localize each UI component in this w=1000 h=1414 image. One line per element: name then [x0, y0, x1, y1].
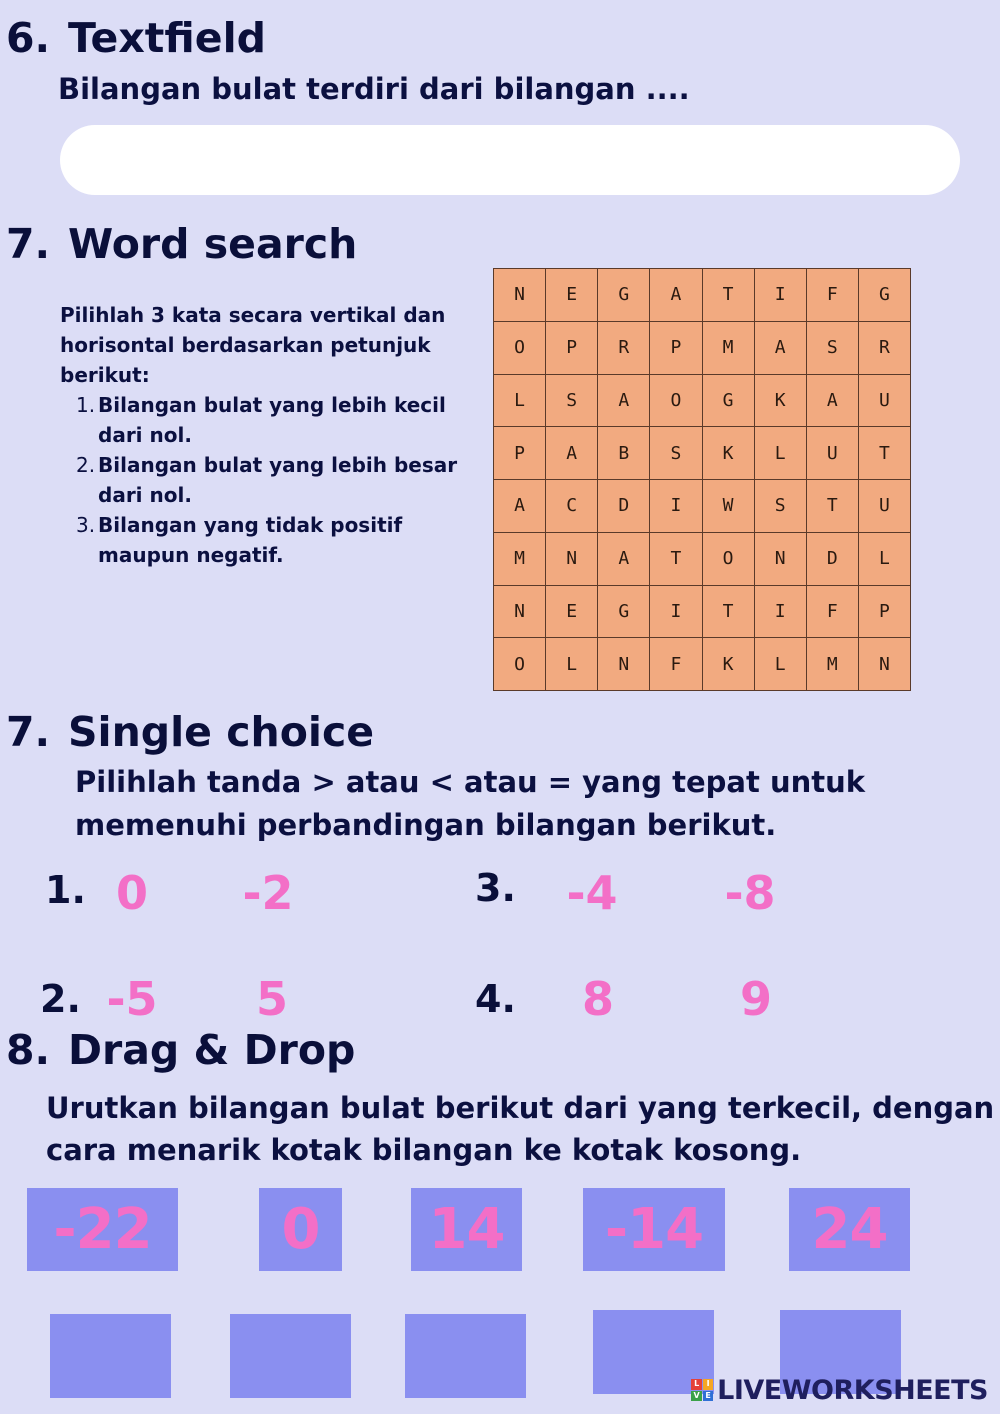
- section7a-title: Word search: [68, 220, 358, 268]
- section6-question: Bilangan bulat terdiri dari bilangan ....: [58, 72, 690, 106]
- grid-cell[interactable]: G: [598, 269, 650, 322]
- grid-cell[interactable]: N: [546, 533, 598, 586]
- grid-cell[interactable]: A: [755, 322, 807, 375]
- grid-cell[interactable]: B: [598, 427, 650, 480]
- grid-cell[interactable]: L: [494, 375, 546, 428]
- logo-letter: V: [691, 1391, 702, 1402]
- hint-item: [76, 450, 481, 510]
- grid-cell[interactable]: O: [703, 533, 755, 586]
- draggable-number-tile[interactable]: 0: [259, 1188, 342, 1271]
- grid-cell[interactable]: R: [598, 322, 650, 375]
- pair-left-value: 0: [115, 866, 148, 920]
- hint-number: 3.: [76, 513, 96, 537]
- pair-right-value: 5: [255, 972, 288, 1026]
- grid-cell[interactable]: W: [703, 480, 755, 533]
- grid-cell[interactable]: P: [546, 322, 598, 375]
- grid-cell[interactable]: L: [755, 638, 807, 691]
- section7b-title: Single choice: [68, 708, 375, 756]
- grid-cell[interactable]: D: [807, 533, 859, 586]
- grid-cell[interactable]: K: [755, 375, 807, 428]
- grid-cell[interactable]: T: [859, 427, 911, 480]
- grid-cell[interactable]: N: [494, 269, 546, 322]
- grid-cell[interactable]: L: [755, 427, 807, 480]
- answer-textfield[interactable]: [60, 125, 960, 195]
- section7a-heading: [6, 220, 358, 268]
- grid-cell[interactable]: A: [494, 480, 546, 533]
- liveworksheets-logo-icon: [691, 1379, 713, 1401]
- draggable-number-tile[interactable]: -22: [27, 1188, 178, 1271]
- grid-cell[interactable]: G: [859, 269, 911, 322]
- grid-cell[interactable]: E: [546, 269, 598, 322]
- grid-cell[interactable]: A: [650, 269, 702, 322]
- draggable-number-tile[interactable]: 24: [789, 1188, 910, 1271]
- grid-cell[interactable]: U: [859, 480, 911, 533]
- hint-item: [76, 390, 481, 450]
- pair-number: 1.: [45, 868, 86, 912]
- section7b-heading: [6, 708, 375, 756]
- drop-zone-1[interactable]: [50, 1314, 171, 1398]
- hint-number: 2.: [76, 453, 96, 477]
- section8-number: 8.: [6, 1026, 51, 1074]
- grid-cell[interactable]: M: [807, 638, 859, 691]
- grid-cell[interactable]: T: [703, 269, 755, 322]
- word-search-instructions: Pilihlah 3 kata secara vertikal dan horisontal berdasarkan petunjuk berikut:: [60, 303, 446, 387]
- grid-cell[interactable]: A: [807, 375, 859, 428]
- grid-cell[interactable]: T: [807, 480, 859, 533]
- pair-4-choice-slot[interactable]: [650, 972, 702, 1024]
- pair-right-value: -8: [724, 866, 776, 920]
- grid-cell[interactable]: L: [859, 533, 911, 586]
- section8-heading: [6, 1026, 356, 1074]
- grid-cell[interactable]: A: [546, 427, 598, 480]
- grid-cell[interactable]: D: [598, 480, 650, 533]
- hint-text: Bilangan bulat yang lebih besar dari nol.: [98, 453, 458, 507]
- grid-cell[interactable]: N: [755, 533, 807, 586]
- hint-number: 1.: [76, 393, 96, 417]
- pair-2-choice-slot[interactable]: [176, 972, 228, 1024]
- grid-cell[interactable]: M: [703, 322, 755, 375]
- grid-cell[interactable]: G: [703, 375, 755, 428]
- grid-cell[interactable]: R: [859, 322, 911, 375]
- section7b-question-line2: memenuhi perbandingan bilangan berikut.: [75, 808, 777, 842]
- grid-cell[interactable]: O: [650, 375, 702, 428]
- grid-cell[interactable]: L: [546, 638, 598, 691]
- grid-cell[interactable]: S: [546, 375, 598, 428]
- grid-cell[interactable]: S: [650, 427, 702, 480]
- brand-wordmark: LIVEWORKSHEETS: [717, 1374, 988, 1406]
- grid-cell[interactable]: E: [546, 586, 598, 639]
- grid-cell[interactable]: F: [650, 638, 702, 691]
- grid-cell[interactable]: T: [703, 586, 755, 639]
- pair-number: 4.: [475, 977, 516, 1021]
- hint-text: Bilangan bulat yang lebih kecil dari nol.: [98, 393, 446, 447]
- grid-cell[interactable]: I: [650, 480, 702, 533]
- hint-item: [76, 510, 481, 570]
- pair-right-value: 9: [739, 972, 772, 1026]
- logo-letter: L: [691, 1379, 702, 1390]
- grid-cell[interactable]: O: [494, 638, 546, 691]
- grid-cell[interactable]: N: [859, 638, 911, 691]
- section6-heading: [6, 14, 266, 62]
- section7a-number: 7.: [6, 220, 51, 268]
- drop-zone-2[interactable]: [230, 1314, 351, 1398]
- section6-title: Textfield: [68, 14, 266, 62]
- logo-letter: E: [703, 1391, 714, 1402]
- pair-3-choice-slot[interactable]: [645, 866, 697, 918]
- liveworksheets-brand: [691, 1373, 988, 1407]
- pair-right-value: -2: [242, 866, 294, 920]
- pair-left-value: 8: [581, 972, 614, 1026]
- section8-title: Drag & Drop: [68, 1026, 356, 1074]
- grid-cell[interactable]: I: [755, 269, 807, 322]
- section7b-number: 7.: [6, 708, 51, 756]
- grid-cell[interactable]: S: [755, 480, 807, 533]
- grid-cell[interactable]: G: [598, 586, 650, 639]
- grid-cell[interactable]: K: [703, 638, 755, 691]
- logo-letter: I: [703, 1379, 714, 1390]
- grid-cell[interactable]: A: [598, 375, 650, 428]
- draggable-number-tile[interactable]: -14: [583, 1188, 725, 1271]
- section6-number: 6.: [6, 14, 51, 62]
- pair-number: 3.: [475, 866, 516, 910]
- grid-cell[interactable]: I: [755, 586, 807, 639]
- grid-cell[interactable]: U: [859, 375, 911, 428]
- grid-cell[interactable]: N: [494, 586, 546, 639]
- drop-zone-3[interactable]: [405, 1314, 526, 1398]
- section7b-question-line1: Pilihlah tanda > atau < atau = yang tepat untuk: [75, 765, 866, 799]
- grid-cell[interactable]: T: [650, 533, 702, 586]
- draggable-number-tile[interactable]: 14: [411, 1188, 522, 1271]
- grid-cell[interactable]: P: [859, 586, 911, 639]
- grid-cell[interactable]: F: [807, 586, 859, 639]
- grid-cell[interactable]: P: [494, 427, 546, 480]
- grid-cell[interactable]: U: [807, 427, 859, 480]
- word-search-grid[interactable]: [493, 268, 911, 691]
- grid-cell[interactable]: F: [807, 269, 859, 322]
- section8-question-line2: cara menarik kotak bilangan ke kotak kosong.: [46, 1133, 802, 1167]
- grid-cell[interactable]: S: [807, 322, 859, 375]
- pair-left-value: -5: [106, 972, 158, 1026]
- section8-question-line1: Urutkan bilangan bulat berikut dari yang terkecil, dengan: [46, 1091, 995, 1125]
- pair-number: 2.: [40, 977, 81, 1021]
- grid-cell[interactable]: C: [546, 480, 598, 533]
- grid-cell[interactable]: N: [598, 638, 650, 691]
- pair-left-value: -4: [566, 866, 618, 920]
- grid-cell[interactable]: I: [650, 586, 702, 639]
- grid-cell[interactable]: O: [494, 322, 546, 375]
- grid-cell[interactable]: K: [703, 427, 755, 480]
- grid-cell[interactable]: M: [494, 533, 546, 586]
- grid-cell[interactable]: A: [598, 533, 650, 586]
- grid-cell[interactable]: P: [650, 322, 702, 375]
- pair-1-choice-slot[interactable]: [170, 866, 222, 918]
- hint-text: Bilangan yang tidak positif maupun negatif.: [98, 513, 403, 567]
- word-search-hints: [76, 390, 481, 570]
